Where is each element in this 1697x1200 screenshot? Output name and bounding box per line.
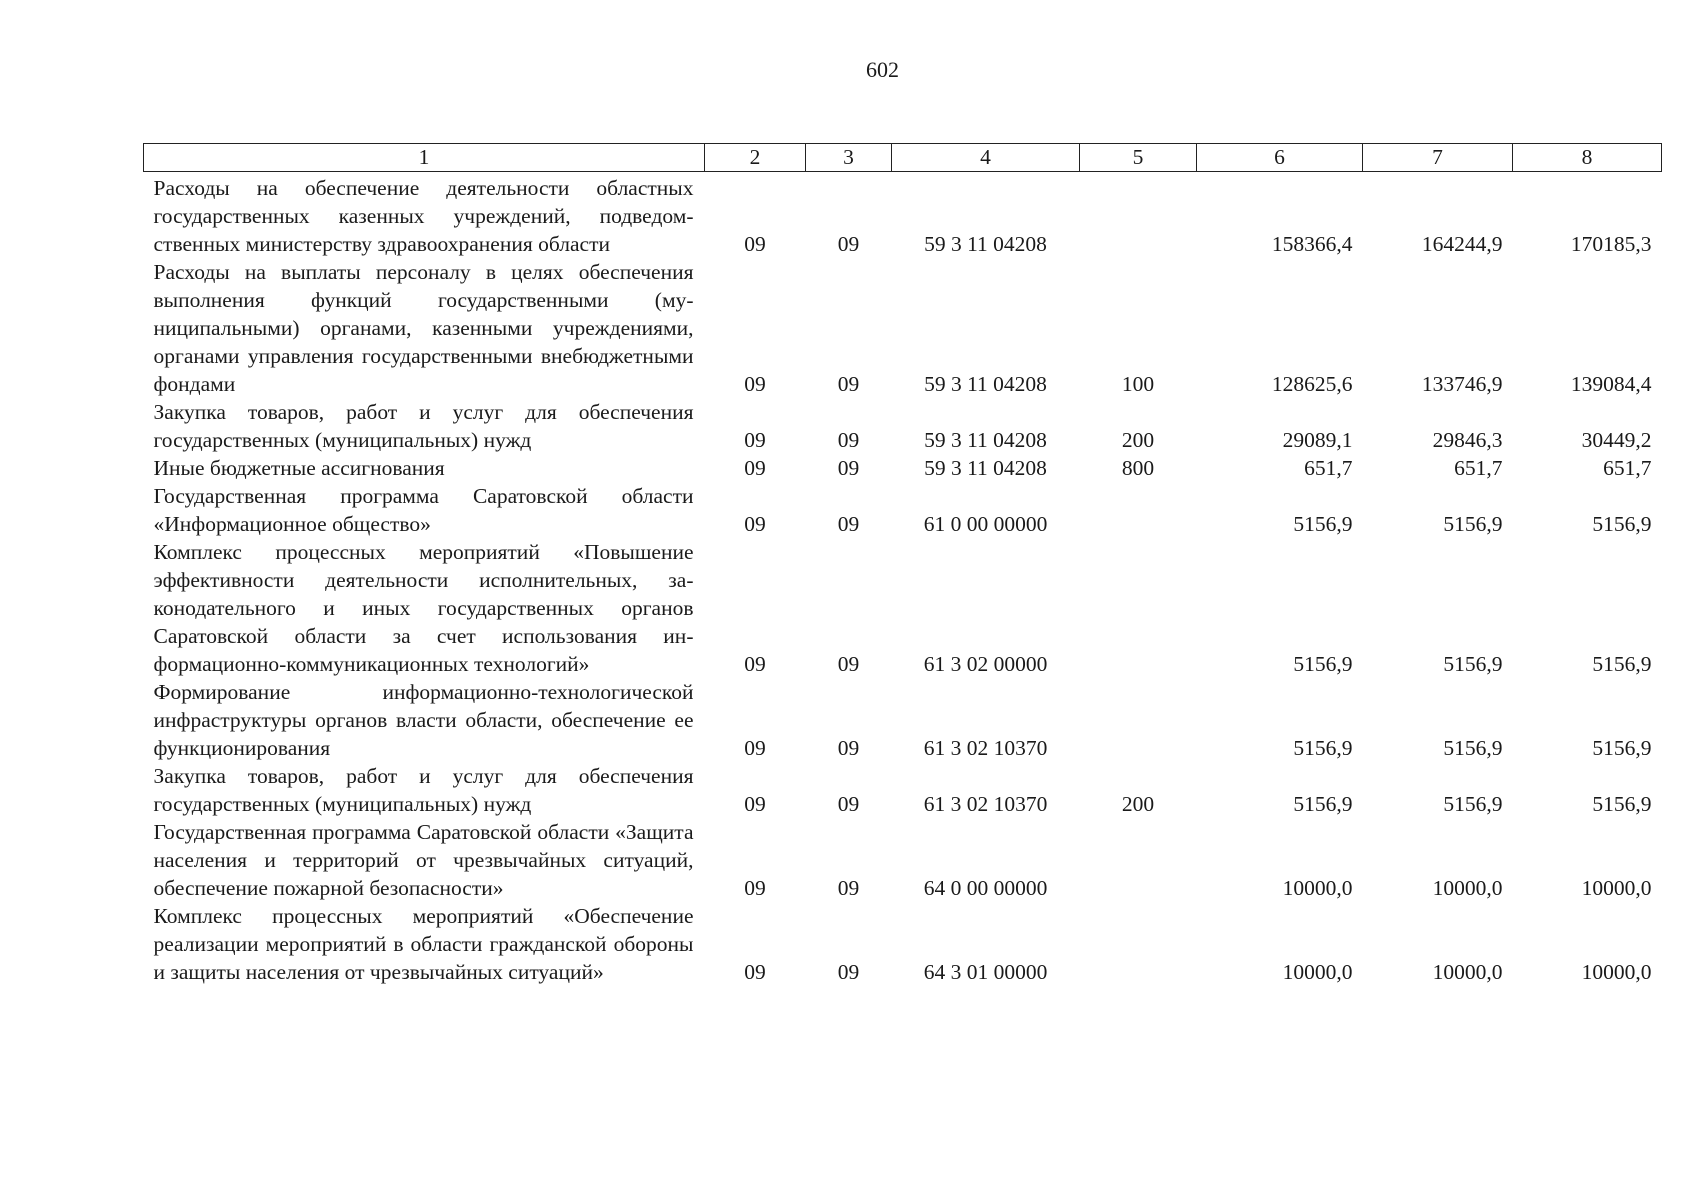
- item-name: Расходы на обеспечение деятельности областных государственных казенных учреждений, подведомственных министерству здравоохранения области: [153, 176, 694, 256]
- amount-year-2: 10000,0: [1432, 960, 1503, 984]
- target-article-code: 61 0 00 00000: [923, 512, 1048, 536]
- target-article-code: 64 0 00 00000: [923, 876, 1048, 900]
- subsection-code: 09: [837, 876, 860, 900]
- amount-year-1: 5156,9: [1293, 792, 1353, 816]
- subsection-code: 09: [837, 456, 860, 480]
- subsection-code: 09: [837, 372, 860, 396]
- target-article-code: 61 3 02 00000: [923, 652, 1048, 676]
- amount-year-2: 651,7: [1454, 456, 1503, 480]
- column-number-row: [144, 144, 1662, 172]
- amount-year-3: 170185,3: [1570, 232, 1652, 256]
- amount-year-3: 5156,9: [1592, 792, 1652, 816]
- expense-type-code: [1080, 902, 1197, 986]
- target-article-code: 59 3 11 04208: [924, 428, 1047, 452]
- amount-year-2: 164244,9: [1421, 232, 1503, 256]
- item-name: Государственная программа Саратовской области «Защита населения и территорий от чрезвычайных ситуаций, обеспечение пожарной безопасности»: [153, 820, 694, 900]
- item-name: Закупка товаров, работ и услуг для обеспечения государственных (муниципальных) нужд: [153, 400, 694, 452]
- amount-year-2: 5156,9: [1443, 792, 1503, 816]
- expense-type-code: [1080, 172, 1197, 259]
- column-header: 6: [1197, 144, 1363, 172]
- amount-year-2: 10000,0: [1432, 876, 1503, 900]
- expense-type-code: [1080, 538, 1197, 678]
- amount-year-1: 5156,9: [1293, 512, 1353, 536]
- table-row: [144, 454, 1662, 482]
- section-code: 09: [744, 372, 766, 396]
- target-article-code: 59 3 11 04208: [924, 456, 1047, 480]
- column-header: 8: [1513, 144, 1662, 172]
- amount-year-1: 10000,0: [1282, 876, 1353, 900]
- target-article-code: 61 3 02 10370: [923, 736, 1048, 760]
- amount-year-3: 10000,0: [1581, 960, 1652, 984]
- subsection-code: 09: [837, 792, 860, 816]
- amount-year-1: 158366,4: [1271, 232, 1353, 256]
- column-header: 2: [705, 144, 806, 172]
- table-row: [144, 902, 1662, 986]
- amount-year-3: 30449,2: [1581, 428, 1652, 452]
- section-code: 09: [744, 456, 766, 480]
- item-name: Комплекс процессных мероприятий «Обеспечение реализации мероприятий в области гражданской обороны и защиты населения от чрезвычайных ситуаций»: [153, 904, 694, 984]
- column-header: 3: [806, 144, 892, 172]
- item-name: Формирование информационно-технологической инфраструктуры органов власти области, обеспечение ее функционирования: [153, 680, 694, 760]
- expense-type-code: 200: [1121, 428, 1155, 452]
- amount-year-2: 5156,9: [1443, 652, 1503, 676]
- item-name: Комплекс процессных мероприятий «Повышение эффективности деятельности исполнительных, законодательного и иных государственных органов Саратовской области за счет использования информационно-коммуникационных технологий»: [153, 540, 694, 676]
- table-row: [144, 258, 1662, 398]
- item-name: Государственная программа Саратовской области «Информационное общество»: [153, 484, 694, 536]
- item-name: Закупка товаров, работ и услуг для обеспечения государственных (муниципальных) нужд: [153, 764, 694, 816]
- expense-type-code: [1080, 482, 1197, 538]
- table-row: [144, 398, 1662, 454]
- amount-year-3: 10000,0: [1581, 876, 1652, 900]
- item-name: Иные бюджетные ассигнования: [153, 456, 445, 480]
- budget-table: [143, 143, 1662, 986]
- amount-year-3: 5156,9: [1592, 652, 1652, 676]
- target-article-code: 61 3 02 10370: [923, 792, 1048, 816]
- amount-year-1: 10000,0: [1282, 960, 1353, 984]
- expense-type-code: [1080, 818, 1197, 902]
- table-row: [144, 818, 1662, 902]
- table-row: [144, 538, 1662, 678]
- amount-year-2: 5156,9: [1443, 736, 1503, 760]
- page-number: 602: [866, 57, 899, 82]
- target-article-code: 59 3 11 04208: [924, 232, 1047, 256]
- subsection-code: 09: [837, 960, 860, 984]
- expense-type-code: 100: [1121, 372, 1155, 396]
- expense-type-code: [1080, 678, 1197, 762]
- amount-year-1: 5156,9: [1293, 736, 1353, 760]
- amount-year-2: 5156,9: [1443, 512, 1503, 536]
- section-code: 09: [744, 428, 766, 452]
- expense-type-code: 200: [1121, 792, 1155, 816]
- amount-year-2: 133746,9: [1421, 372, 1503, 396]
- column-header: 7: [1363, 144, 1513, 172]
- subsection-code: 09: [837, 428, 860, 452]
- section-code: 09: [744, 736, 766, 760]
- amount-year-2: 29846,3: [1432, 428, 1503, 452]
- expense-type-code: 800: [1121, 456, 1155, 480]
- table-row: [144, 762, 1662, 818]
- section-code: 09: [744, 652, 766, 676]
- target-article-code: 64 3 01 00000: [923, 960, 1048, 984]
- section-code: 09: [744, 792, 766, 816]
- subsection-code: 09: [837, 652, 860, 676]
- amount-year-3: 651,7: [1603, 456, 1652, 480]
- column-header: 1: [144, 144, 705, 172]
- amount-year-3: 5156,9: [1592, 736, 1652, 760]
- column-header: 4: [892, 144, 1080, 172]
- table-row: [144, 172, 1662, 259]
- subsection-code: 09: [837, 232, 860, 256]
- section-code: 09: [744, 876, 766, 900]
- table-row: [144, 482, 1662, 538]
- section-code: 09: [744, 960, 766, 984]
- amount-year-3: 139084,4: [1570, 372, 1652, 396]
- subsection-code: 09: [837, 736, 860, 760]
- subsection-code: 09: [837, 512, 860, 536]
- section-code: 09: [744, 232, 766, 256]
- amount-year-1: 29089,1: [1282, 428, 1353, 452]
- amount-year-1: 128625,6: [1271, 372, 1353, 396]
- target-article-code: 59 3 11 04208: [924, 372, 1047, 396]
- amount-year-3: 5156,9: [1592, 512, 1652, 536]
- section-code: 09: [744, 512, 766, 536]
- amount-year-1: 5156,9: [1293, 652, 1353, 676]
- item-name: Расходы на выплаты персоналу в целях обеспечения выполнения функций государственными (муниципальными) органами, казенными учреждениями, органами управления государственными внебюджетными фондами: [153, 260, 694, 396]
- column-header: 5: [1080, 144, 1197, 172]
- amount-year-1: 651,7: [1304, 456, 1353, 480]
- table-row: [144, 678, 1662, 762]
